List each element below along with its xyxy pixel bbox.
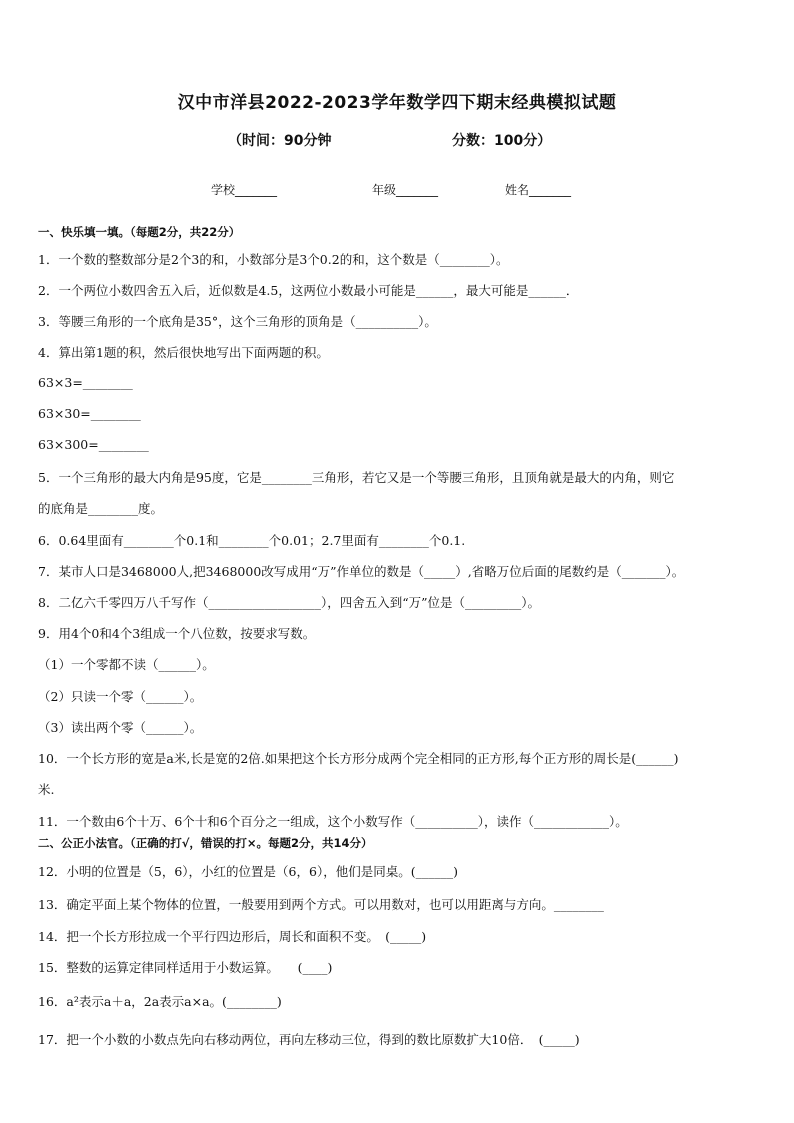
question-4a: 63×3=________ bbox=[38, 375, 133, 390]
question-7: 7．某市人口是3468000人,把3468000改写成用“万”作单位的数是（_____）,省略万位后面的尾数约是（_______）。 bbox=[38, 564, 685, 579]
exam-title: 汉中市洋县2022-2023学年数学四下期末经典模拟试题 bbox=[177, 93, 617, 113]
grade-field[interactable]: 年级_______ bbox=[372, 183, 439, 197]
question-17: 17．把一个小数的小数点先向右移动两位，再向左移动三位，得到的数比原数扩大10倍． (_____) bbox=[38, 1032, 580, 1047]
question-9: 9．用4个0和4个3组成一个八位数，按要求写数。 bbox=[38, 626, 316, 641]
question-9-3: （3）读出两个零（______）。 bbox=[38, 720, 203, 735]
question-9-2: （2）只读一个零（______）。 bbox=[38, 689, 203, 704]
section-1-title: 一、快乐填一填。（每题2分，共22分） bbox=[38, 225, 241, 239]
question-11: 11．一个数由6个十万、6个十和6个百分之一组成，这个小数写作（__________），读作（____________）。 bbox=[38, 814, 628, 829]
question-4: 4．算出第1题的积，然后很快地写出下面两题的积。 bbox=[38, 345, 329, 360]
question-4c: 63×300=________ bbox=[38, 437, 149, 452]
question-5-line1: 5．一个三角形的最大内角是95度，它是________三角形，若它又是一个等腰三角形，且顶角就是最大的内角，则它 bbox=[38, 470, 675, 485]
question-13: 13．确定平面上某个物体的位置，一般要用到两个方式。可以用数对，也可以用距离与方向。________ bbox=[38, 897, 604, 912]
school-field[interactable]: 学校_______ bbox=[211, 183, 278, 197]
question-15: 15．整数的运算定律同样适用于小数运算。 (____) bbox=[38, 960, 333, 975]
question-1: 1．一个数的整数部分是2个3的和，小数部分是3个0.2的和，这个数是（________）。 bbox=[38, 252, 509, 267]
question-9-1: （1）一个零都不读（______）。 bbox=[38, 657, 215, 672]
question-10-line1: 10．一个长方形的宽是a米,长是宽的2倍.如果把这个长方形分成两个完全相同的正方形,每个正方形的周长是(______) bbox=[38, 751, 679, 766]
exam-score: 分数：100分） bbox=[452, 133, 552, 149]
question-14: 14．把一个长方形拉成一个平行四边形后，周长和面积不变。 (_____) bbox=[38, 929, 427, 944]
section-2-title: 二、公正小法官。（正确的打√，错误的打×。每题2分，共14分） bbox=[38, 836, 373, 850]
question-4b: 63×30=________ bbox=[38, 406, 141, 421]
question-16: 16．a²表示a＋a，2a表示a×a。(________) bbox=[38, 994, 282, 1009]
name-field[interactable]: 姓名_______ bbox=[505, 183, 572, 197]
question-2: 2．一个两位小数四舍五入后，近似数是4.5，这两位小数最小可能是______，最大可能是______． bbox=[38, 283, 579, 298]
question-3: 3．等腰三角形的一个底角是35°，这个三角形的顶角是（__________）。 bbox=[38, 314, 437, 329]
exam-time: （时间：90分钟 bbox=[228, 133, 332, 149]
question-8: 8．二亿六千零四万八千写作（__________________），四舍五入到“万”位是（_________）。 bbox=[38, 595, 540, 610]
question-10-line2: 米. bbox=[38, 782, 55, 797]
question-6: 6．0.64里面有________个0.1和________个0.01；2.7里面有________个0.1. bbox=[38, 533, 466, 548]
question-12: 12．小明的位置是（5，6），小红的位置是（6，6），他们是同桌。(______) bbox=[38, 864, 458, 879]
question-5-line2: 的底角是________度。 bbox=[38, 501, 164, 516]
